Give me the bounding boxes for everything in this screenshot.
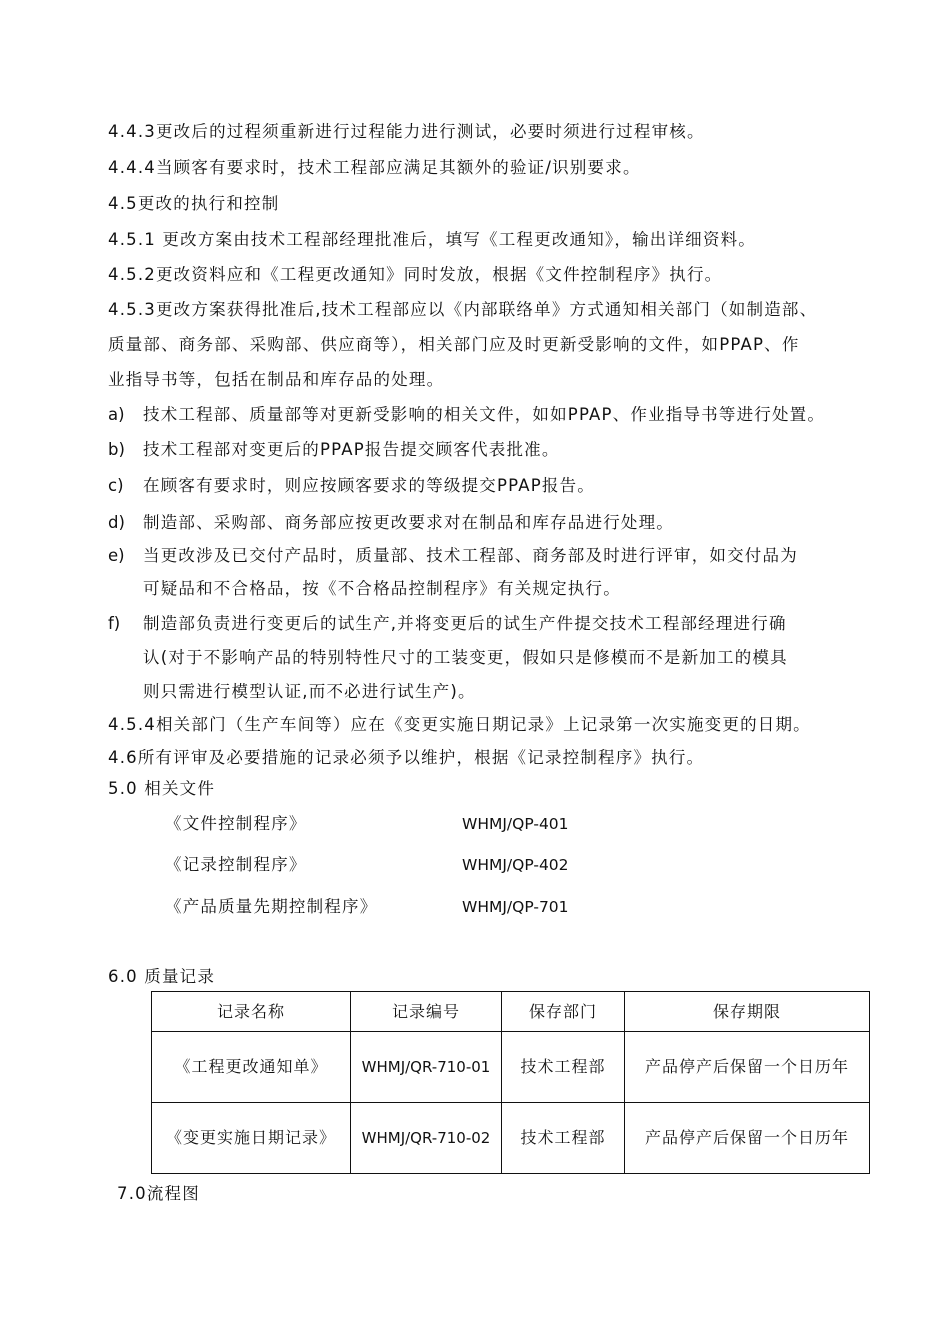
list-item-label: d) bbox=[108, 513, 125, 532]
list-item-label: f) bbox=[108, 614, 121, 633]
paragraph-4-5-3-line-3: 业指导书等，包括在制品和库存品的处理。 bbox=[108, 370, 445, 389]
record-dept-cell: 技术工程部 bbox=[502, 1032, 625, 1103]
record-period-cell: 产品停产后保留一个日历年 bbox=[625, 1103, 870, 1174]
record-name-cell: 《变更实施日期记录》 bbox=[152, 1103, 351, 1174]
list-item-label: e) bbox=[108, 546, 125, 565]
list-item-label: b) bbox=[108, 440, 125, 459]
table-row bbox=[152, 1103, 870, 1174]
list-item-text: 技术工程部对变更后的PPAP报告提交顾客代表批准。 bbox=[143, 440, 560, 459]
section-heading-4-5: 4.5更改的执行和控制 bbox=[108, 194, 280, 213]
column-header: 记录编号 bbox=[351, 992, 502, 1032]
record-dept-cell: 技术工程部 bbox=[502, 1103, 625, 1174]
list-item-label: c) bbox=[108, 476, 124, 495]
paragraph-4-5-2: 4.5.2更改资料应和《工程更改通知》同时发放，根据《文件控制程序》执行。 bbox=[108, 265, 723, 284]
paragraph-4-5-3-line-2: 质量部、商务部、采购部、供应商等），相关部门应及时更新受影响的文件，如PPAP、作 bbox=[108, 335, 800, 354]
paragraph-4-4-4: 4.4.4当顾客有要求时，技术工程部应满足其额外的验证/识别要求。 bbox=[108, 158, 641, 177]
list-item-text: 当更改涉及已交付产品时，质量部、技术工程部、商务部及时进行评审，如交付品为 bbox=[143, 546, 798, 565]
related-doc-title: 《记录控制程序》 bbox=[165, 855, 307, 874]
record-name-cell: 《工程更改通知单》 bbox=[152, 1032, 351, 1103]
paragraph-4-6: 4.6所有评审及必要措施的记录必须予以维护，根据《记录控制程序》执行。 bbox=[108, 748, 705, 767]
record-code-cell: WHMJ/QR-710-01 bbox=[351, 1032, 502, 1103]
section-heading-5-0: 5.0 相关文件 bbox=[108, 779, 216, 798]
section-heading-7-0: 7.0流程图 bbox=[117, 1184, 200, 1203]
related-doc-code: WHMJ/QP-402 bbox=[462, 856, 569, 874]
paragraph-4-5-4: 4.5.4相关部门（生产车间等）应在《变更实施日期记录》上记录第一次实施变更的日期。 bbox=[108, 715, 811, 734]
record-code-cell: WHMJ/QR-710-02 bbox=[351, 1103, 502, 1174]
record-period-cell: 产品停产后保留一个日历年 bbox=[625, 1032, 870, 1103]
column-header: 保存期限 bbox=[625, 992, 870, 1032]
paragraph-4-5-1: 4.5.1 更改方案由技术工程部经理批准后，填写《工程更改通知》，输出详细资料。 bbox=[108, 230, 756, 249]
list-item-text: 可疑品和不合格品，按《不合格品控制程序》有关规定执行。 bbox=[143, 579, 621, 598]
column-header: 记录名称 bbox=[152, 992, 351, 1032]
related-doc-code: WHMJ/QP-701 bbox=[462, 898, 569, 916]
paragraph-4-4-3: 4.4.3更改后的过程须重新进行过程能力进行测试，必要时须进行过程审核。 bbox=[108, 122, 705, 141]
related-doc-code: WHMJ/QP-401 bbox=[462, 815, 569, 833]
list-item-text: 认(对于不影响产品的特别特性尺寸的工装变更，假如只是修模而不是新加工的模具 bbox=[143, 648, 788, 667]
quality-records-table bbox=[151, 991, 870, 1174]
paragraph-4-5-3-line-1: 4.5.3更改方案获得批准后,技术工程部应以《内部联络单》方式通知相关部门（如制造部、 bbox=[108, 300, 818, 319]
list-item-text: 技术工程部、质量部等对更新受影响的相关文件，如如PPAP、作业指导书等进行处置。 bbox=[143, 405, 826, 424]
list-item-text: 制造部、采购部、商务部应按更改要求对在制品和库存品进行处理。 bbox=[143, 513, 674, 532]
related-doc-title: 《产品质量先期控制程序》 bbox=[165, 897, 378, 916]
table-row bbox=[152, 1032, 870, 1103]
list-item-text: 则只需进行模型认证,而不必进行试生产)。 bbox=[143, 682, 476, 701]
section-heading-6-0: 6.0 质量记录 bbox=[108, 967, 216, 986]
list-item-text: 在顾客有要求时，则应按顾客要求的等级提交PPAP报告。 bbox=[143, 476, 595, 495]
list-item-text: 制造部负责进行变更后的试生产,并将变更后的试生产件提交技术工程部经理进行确 bbox=[143, 614, 787, 633]
related-doc-title: 《文件控制程序》 bbox=[165, 814, 307, 833]
column-header: 保存部门 bbox=[502, 992, 625, 1032]
list-item-label: a) bbox=[108, 405, 125, 424]
table-header-row bbox=[152, 992, 870, 1032]
